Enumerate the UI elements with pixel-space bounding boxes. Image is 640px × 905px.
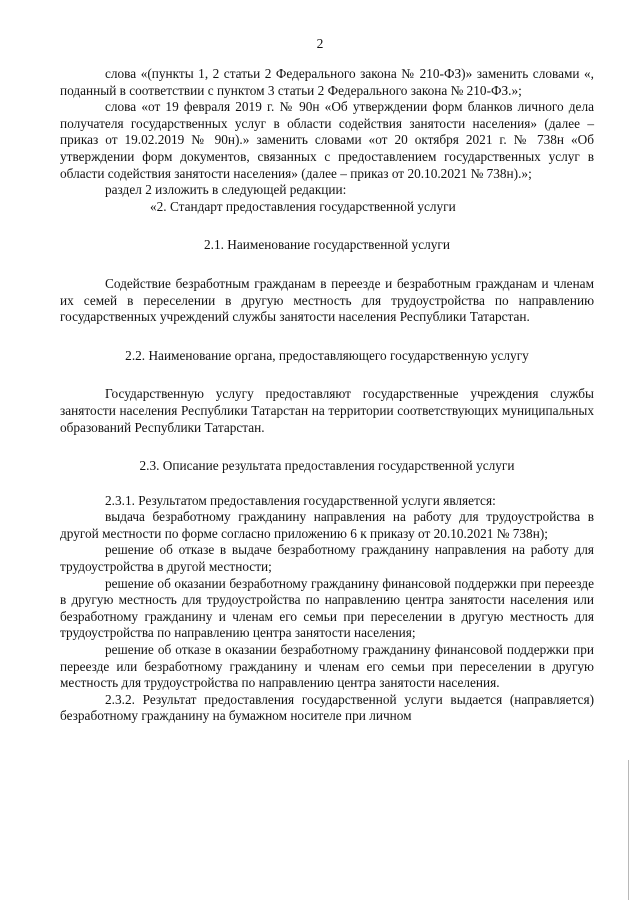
paragraph-2-1: Содействие безработным гражданам в переезде и безработным гражданам и членам их семей в переселении в другую местность для трудоустройства по направлению государственных учреждений службы занятости населения Республики Татарстан. (60, 275, 594, 325)
paragraph-result-refusal-support: решение об отказе в оказании безработному гражданину финансовой поддержки при переезде или безработному гражданину и членам его семьи при переселении в другую местность для трудоустройства по направлению центра занятости населения. (60, 642, 594, 691)
paragraph-result-refusal-referral: решение об отказе в выдаче безработному гражданину направления на работу для трудоустройства в другой местности; (60, 542, 594, 575)
heading-2-2: 2.2. Наименование органа, предоставляющего государственную услугу (125, 347, 529, 363)
paragraph-2-3-1: 2.3.1. Результатом предоставления государственной услуги является: (105, 492, 496, 508)
heading-2-1: 2.1. Наименование государственной услуги (204, 237, 450, 253)
scan-edge-mark (628, 760, 629, 900)
paragraph-2-3-2: 2.3.2. Результат предоставления государственной услуги выдается (направляется) безработному гражданину на бумажном носителе при личном (60, 691, 594, 724)
paragraph-result-issue-referral: выдача безработному гражданину направления на работу для трудоустройства в другой местности по форме согласно приложению 6 к приказу от 20.10.2021 № 738н); (60, 509, 594, 541)
paragraph-section-2-edit: раздел 2 изложить в следующей редакции: (105, 182, 347, 198)
page-number: 2 (316, 36, 324, 51)
paragraph-2-2: Государственную услугу предоставляют государственные учреждения службы занятости населения Республики Татарстан на территории соответствующих муниципальных образований Республики Татарстан. (60, 386, 594, 435)
paragraph-replace-words-210fz: слова «(пункты 1, 2 статьи 2 Федерального закона № 210-ФЗ)» заменить словами «, поданный в соответствии с пунктом 3 статьи 2 Федерального закона № 210-ФЗ.»; (60, 66, 594, 98)
document-body (60, 66, 594, 725)
heading-2-3: 2.3. Описание результата предоставления государственной услуги (139, 458, 515, 474)
paragraph-replace-words-90n: слова «от 19 февраля 2019 г. № 90н «Об утверждении форм бланков личного дела получателя государственных услуг в области содействия занятости населения» (далее – приказ от 19.02.2019 № 90н).» заменить словами «от 20 октября 2021 г. № 738н «Об утверждении форм документов, связанных с предоставлением государственных услуг в области содействия занятости населения» (далее – приказ от 20.10.2021 № 738н).»; (60, 99, 594, 181)
paragraph-result-financial-support: решение об оказании безработному гражданину финансовой поддержки при переезде в другую местность для трудоустройства по направлению центра занятости населения или безработному гражданину и членам его семьи при переселении в другую местность для трудоустройства по направлению центра занятости населения; (60, 575, 594, 641)
heading-section-2: «2. Стандарт предоставления государственной услуги (150, 198, 456, 214)
